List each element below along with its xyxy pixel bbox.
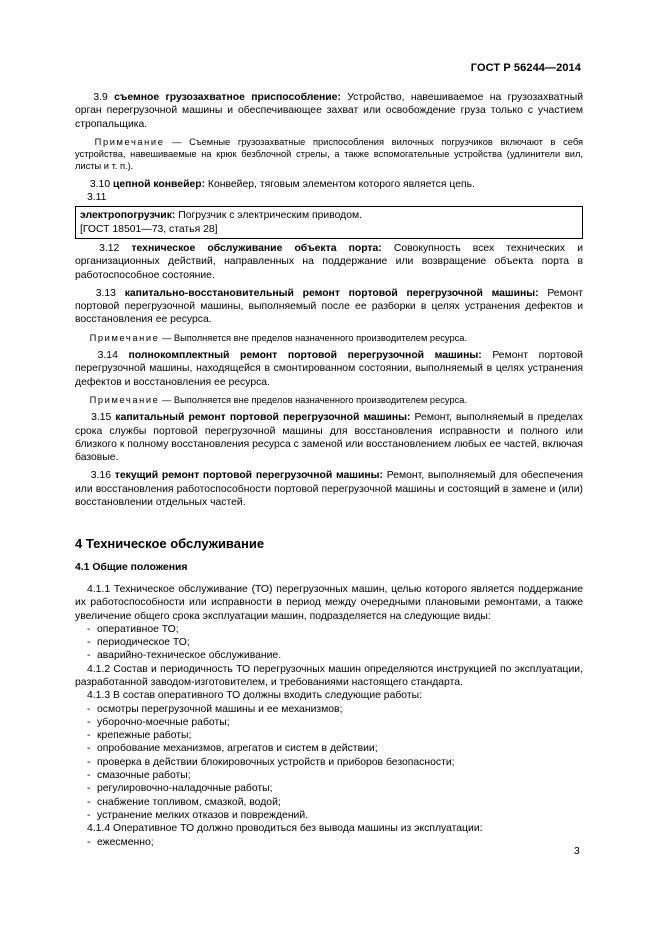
page-number: 3	[574, 846, 580, 857]
note-text: — Съемные грузозахватные приспособления вилочных погрузчиков включают в себя устройства, навешиваемые на крюк безблочной стрелы, а также вспомогательные устройства (удлинители вил, листы и т. п.).	[75, 136, 583, 172]
clause-term: капитальный ремонт портовой перегрузочной машины:	[115, 412, 411, 424]
list-4-1-1	[75, 623, 583, 663]
clause-number: 3.16	[90, 470, 115, 482]
list-item: - оперативное ТО;	[87, 623, 179, 635]
note-label: Примечание	[89, 394, 160, 405]
clause-3-13	[75, 287, 583, 327]
page-content	[75, 91, 583, 849]
clause-4-1-4: 4.1.4 Оперативное ТО должно проводиться без вывода машины из эксплуатации:	[87, 823, 483, 835]
clause-text: Ремонт, выполняемый в пределах срока службы портовой перегрузочной машины для восстановления исправности и полного или близкого к полному восстановления ресурса с заменой или восстановлением любых ее частей, включая базовые.	[75, 412, 583, 464]
clause-number: 3.10	[89, 178, 114, 190]
clause-term: съемное грузозахватное приспособление:	[114, 92, 341, 103]
clause-4-1-2: 4.1.2 Состав и периодичность ТО перегрузочных машин определяются инструкцией по эксплуатации, разработанной заводом-изготовителем, и требованиями настоящего стандарта.	[75, 663, 583, 688]
clause-term: текущий ремонт портовой перегрузочной машины:	[114, 470, 383, 482]
clause-3-14	[75, 349, 583, 389]
list-4-1-3	[75, 703, 583, 823]
clause-text: Ремонт портовой перегрузочной машины, выполняемый после ее разборки в целях устранения дефектов и восстановления ее ресурса.	[75, 287, 583, 326]
subsection-4-1-title: 4.1 Общие положения	[75, 561, 188, 573]
clause-term: электропогрузчик:	[80, 210, 176, 222]
clause-text: Конвейер, тяговым элементом которого является цепь.	[205, 178, 475, 190]
list-4-1-4	[75, 836, 583, 849]
clause-3-10	[75, 178, 583, 191]
section-4-title: 4 Техническое обслуживание	[75, 536, 265, 552]
clause-text: Устройство, навешиваемое на грузозахватный орган перегрузочной машины и обеспечивающее захват или освобождение груза только с участием стропальщика.	[75, 92, 584, 130]
clause-3-11-number: 3.11	[87, 192, 107, 204]
clause-text: Ремонт портовой перегрузочной машины, находящейся в смонтированном состоянии, выполняемый в целях устранения дефектов и восстановления ее ресурса.	[75, 350, 583, 388]
clause-3-12	[75, 242, 583, 282]
list-item: - периодическое ТО;	[87, 637, 190, 649]
list-item: - проверка в действии блокировочных устройств и приборов безопасности;	[87, 756, 455, 768]
list-item: - смазочные работы;	[87, 770, 191, 782]
clause-text: Погрузчик с электрическим приводом.	[175, 210, 363, 222]
clause-3-9	[75, 91, 583, 131]
clause-term: цепной конвейер:	[113, 178, 206, 190]
list-item: - осмотры перегрузочной машины и ее механизмов;	[87, 703, 343, 715]
clause-term: капитально-восстановительный ремонт портовой перегрузочной машины:	[124, 287, 539, 299]
clause-4-1-3: 4.1.3 В состав оперативного ТО должны входить следующие работы:	[87, 690, 422, 702]
clause-number: 3.15	[91, 412, 116, 424]
clause-term: полнокомплектный ремонт портовой перегрузочной машины:	[128, 350, 482, 362]
clause-number: 3.9	[93, 92, 115, 103]
clause-number: 3.13	[95, 287, 125, 299]
reference-source: [ГОСТ 18501—73, статья 28]	[80, 223, 218, 235]
clause-3-16	[75, 469, 583, 509]
list-item: - ежесменно;	[87, 836, 154, 848]
clause-number: 3.12	[99, 242, 132, 254]
clause-3-15	[75, 411, 583, 464]
list-item: - крепежные работы;	[87, 730, 192, 742]
clause-text: Совокупность всех технических и организационных действий, направленных на поддержание или возвращение объекта порта в работоспособное состояние.	[75, 242, 583, 281]
clause-text: Ремонт, выполняемый для обеспечения или восстановления работоспособности портовой перегрузочной машины и состоящий в замене и (или) восстановлении отдельных частей.	[75, 470, 583, 509]
clause-number: 3.14	[97, 350, 129, 362]
reference-box	[75, 206, 583, 239]
note-label: Примечание	[94, 136, 165, 147]
note-text: — Выполняется вне пределов назначенного производителем ресурса.	[159, 394, 468, 405]
clause-4-1-1: 4.1.1 Техническое обслуживание (ТО) перегрузочных машин, целью которого является поддержание их работоспособности или исправности в период между очередными плановыми ремонтами, а также увеличение общего срока эксплуатации машин, подразделяется на следующие виды:	[75, 583, 583, 622]
note-label: Примечание	[89, 332, 160, 343]
list-item: - уборочно-моечные работы;	[87, 716, 230, 728]
note-3-9	[75, 136, 583, 173]
note-3-14	[75, 394, 583, 406]
note-3-13	[75, 332, 583, 344]
list-item: - снабжение топливом, смазкой, водой;	[87, 796, 281, 808]
list-item: - аварийно-техническое обслуживание.	[87, 650, 282, 662]
standard-header: ГОСТ Р 56244—2014	[470, 62, 581, 74]
clause-term: техническое обслуживание объекта порта:	[131, 242, 382, 254]
list-item: - регулировочно-наладочные работы;	[87, 783, 273, 795]
note-text: — Выполняется вне пределов назначенного производителем ресурса.	[159, 332, 468, 343]
list-item: - устранение мелких отказов и повреждений.	[87, 809, 309, 821]
list-item: - опробование механизмов, агрегатов и систем в действии;	[87, 743, 378, 755]
